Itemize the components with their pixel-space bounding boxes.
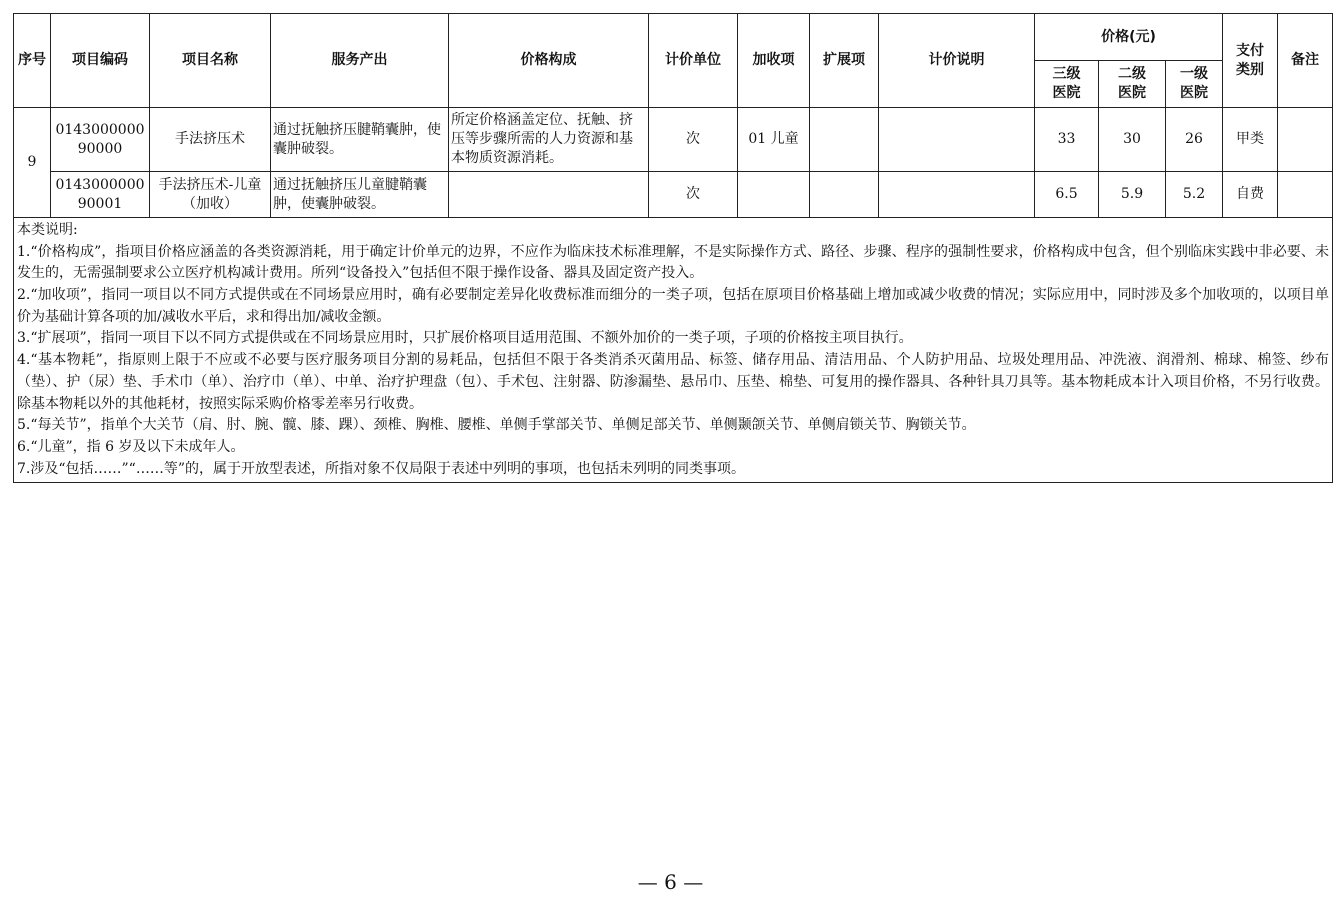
cell-unit: 次 [649, 108, 738, 172]
header-level2: 二级医院 [1099, 61, 1166, 108]
header-level3: 三级医院 [1035, 61, 1099, 108]
cell-level2-price: 30 [1099, 108, 1166, 172]
header-payment: 支付类别 [1223, 14, 1278, 108]
header-unit: 计价单位 [649, 14, 738, 108]
cell-output: 通过抚触挤压腱鞘囊肿，使囊肿破裂。 [271, 108, 449, 172]
cell-remark [1278, 108, 1333, 172]
note-item: 1.“价格构成”，指项目价格应涵盖的各类资源消耗，用于确定计价单元的边界，不应作为临床技术标准理解，不是实际操作方式、路径、步骤、程序的强制性要求，价格构成中包含，但个别临床实践中非必要、未发生的，无需强制要求公立医疗机构减计费用。所列“设备投入”包括但不限于操作设备、器具及固定资产投入。 [17, 243, 1330, 282]
notes-cell [14, 218, 1333, 483]
header-level1: 一级医院 [1166, 61, 1223, 108]
header-addon: 加收项 [738, 14, 810, 108]
table-row [14, 172, 1333, 218]
notes-row [14, 218, 1333, 483]
cell-name: 手法挤压术-儿童（加收） [150, 172, 271, 218]
header-extension: 扩展项 [810, 14, 879, 108]
cell-composition: 所定价格涵盖定位、抚触、挤压等步骤所需的人力资源和基本物质资源消耗。 [449, 108, 649, 172]
price-document-page [13, 13, 1332, 483]
cell-composition [449, 172, 649, 218]
header-row-top [14, 14, 1333, 61]
table-row [14, 108, 1333, 172]
cell-extension [810, 172, 879, 218]
note-item: 5.“每关节”，指单个大关节（肩、肘、腕、髋、膝、踝）、颈椎、胸椎、腰椎、单侧手掌部关节、单侧足部关节、单侧颞颌关节、单侧肩锁关节、胸锁关节。 [17, 417, 976, 434]
header-output: 服务产出 [271, 14, 449, 108]
cell-level1-price: 26 [1166, 108, 1223, 172]
header-pricing-note: 计价说明 [879, 14, 1035, 108]
cell-addon [738, 172, 810, 218]
cell-name: 手法挤压术 [150, 108, 271, 172]
notes-title: 本类说明: [17, 222, 78, 238]
note-item: 2.“加收项”，指同一项目以不同方式提供或在不同场景应用时，确有必要制定差异化收费标准而细分的一类子项，包括在原项目价格基础上增加或减少收费的情况；实际应用中，同时涉及多个加收项的，以项目单价为基础计算各项的加/减收水平后，求和得出加/减收金额。 [17, 287, 1330, 325]
cell-level1-price: 5.2 [1166, 172, 1223, 218]
header-seq: 序号 [14, 14, 51, 108]
cell-remark [1278, 172, 1333, 218]
cell-output: 通过抚触挤压儿童腱鞘囊肿，使囊肿破裂。 [271, 172, 449, 218]
header-price-group: 价格(元) [1035, 14, 1223, 61]
cell-pricing-note [879, 108, 1035, 172]
cell-level3-price: 33 [1035, 108, 1099, 172]
cell-addon: 01 儿童 [738, 108, 810, 172]
cell-payment: 自费 [1223, 172, 1278, 218]
cell-level2-price: 5.9 [1099, 172, 1166, 218]
cell-code: 014300000090000 [51, 108, 150, 172]
cell-pricing-note [879, 172, 1035, 218]
note-item: 4.“基本物耗”，指原则上限于不应或不必要与医疗服务项目分割的易耗品，包括但不限于各类消杀灭菌用品、标签、储存用品、清洁用品、个人防护用品、垃圾处理用品、冲洗液、润滑剂、棉球、棉签、纱布（垫）、护（尿）垫、手术巾（单）、治疗巾（单）、中单、治疗护理盘（包）、手术包、注射器、防渗漏垫、悬吊巾、压垫、棉垫、可复用的操作器具、各种针具刀具等。基本物耗成本计入项目价格，不另行收费。除基本物耗以外的其他耗材，按照实际采购价格零差率另行收费。 [17, 352, 1330, 412]
header-name: 项目名称 [150, 14, 271, 108]
header-code: 项目编码 [51, 14, 150, 108]
note-item: 3.“扩展项”，指同一项目下以不同方式提供或在不同场景应用时，只扩展价格项目适用范围、不额外加价的一类子项，子项的价格按主项目执行。 [17, 330, 913, 347]
note-item: 7.涉及“包括……”“……等”的，属于开放型表述，所指对象不仅局限于表述中列明的事项，也包括未列明的同类事项。 [17, 460, 745, 477]
cell-extension [810, 108, 879, 172]
cell-code: 014300000090001 [51, 172, 150, 218]
header-composition: 价格构成 [449, 14, 649, 108]
cell-seq: 9 [14, 108, 51, 218]
cell-payment: 甲类 [1223, 108, 1278, 172]
cell-level3-price: 6.5 [1035, 172, 1099, 218]
cell-unit: 次 [649, 172, 738, 218]
note-item: 6.“儿童”，指 6 岁及以下未成年人。 [17, 438, 245, 455]
header-remark: 备注 [1278, 14, 1333, 108]
price-table [13, 13, 1333, 483]
page-number: — 6 — [637, 870, 704, 894]
